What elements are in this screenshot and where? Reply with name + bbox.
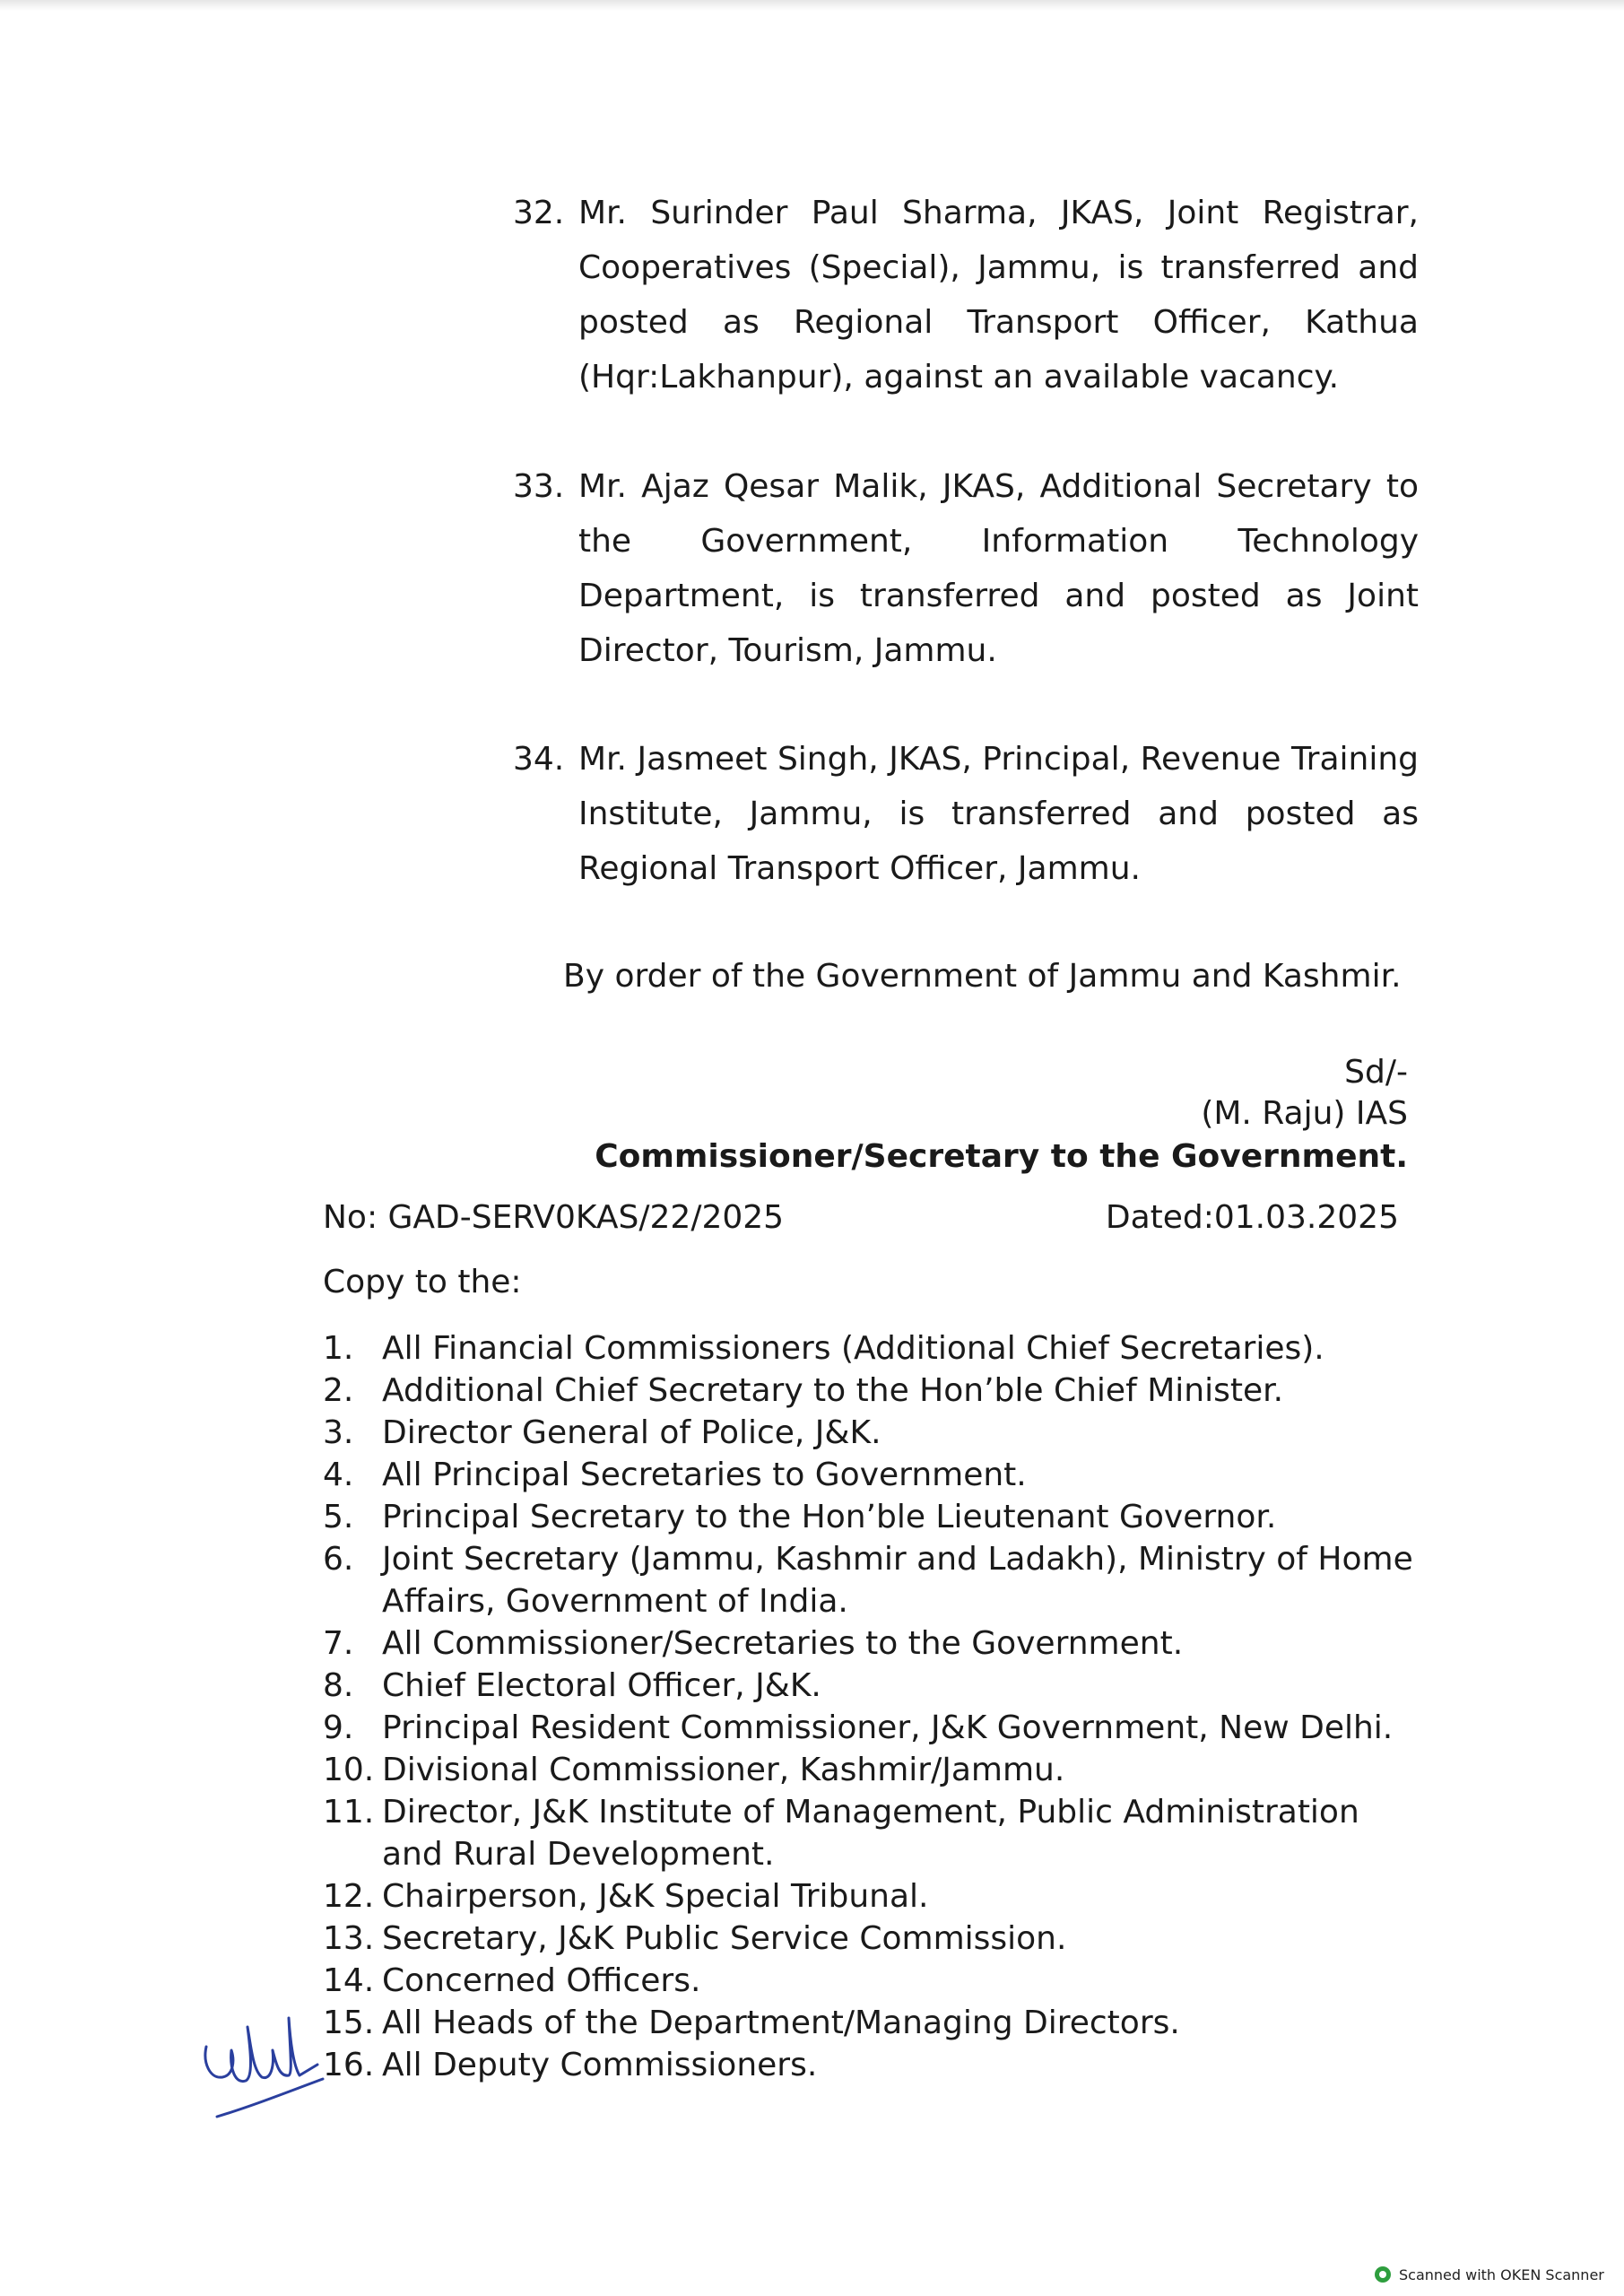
list-item-number: 6.: [323, 1541, 354, 1578]
list-item-number: 8.: [323, 1667, 354, 1704]
list-item-number: 5.: [323, 1499, 354, 1535]
list-item-text: Joint Secretary (Jammu, Kashmir and Ladakh), Ministry of Home Affairs, Government of India.: [382, 1541, 1413, 1620]
list-item: [323, 2002, 1426, 2044]
list-item-text: Director, J&K Institute of Management, Public Administration and Rural Development.: [382, 1794, 1359, 1873]
list-item: [323, 1496, 1426, 1538]
signatory-title: Commissioner/Secretary to the Government.: [595, 1138, 1408, 1175]
list-item: [323, 1538, 1426, 1622]
item-number: 34.: [513, 741, 565, 778]
list-item-text: Secretary, J&K Public Service Commission.: [382, 1920, 1067, 1957]
list-item-number: 1.: [323, 1330, 354, 1367]
handwritten-signature-icon: [199, 1991, 334, 2152]
list-item-number: 4.: [323, 1457, 354, 1493]
scanner-watermark-text: Scanned with OKEN Scanner: [1399, 2266, 1604, 2283]
item-text: Mr. Ajaz Qesar Malik, JKAS, Additional Secretary to the Government, Information Technology Department, is transferred and posted as Joint Director, Tourism, Jammu.: [578, 468, 1419, 669]
list-item-number: 9.: [323, 1709, 354, 1746]
list-item-text: Additional Chief Secretary to the Hon’ble Chief Minister.: [382, 1372, 1284, 1409]
list-item-number: 13.: [323, 1920, 375, 1957]
list-item-text: Chief Electoral Officer, J&K.: [382, 1667, 821, 1704]
list-item: [323, 1707, 1426, 1749]
item-number: 32.: [513, 195, 565, 231]
list-item: [323, 1622, 1426, 1665]
order-line: By order of the Government of Jammu and Kashmir.: [563, 958, 1402, 995]
list-item-text: Principal Secretary to the Hon’ble Lieutenant Governor.: [382, 1499, 1277, 1535]
list-item-text: Divisional Commissioner, Kashmir/Jammu.: [382, 1752, 1065, 1788]
list-item: [323, 1791, 1426, 1875]
list-item-text: Principal Resident Commissioner, J&K Government, New Delhi.: [382, 1709, 1394, 1746]
list-item: [323, 1454, 1426, 1496]
list-item: [323, 2044, 1426, 2086]
list-item-text: Concerned Officers.: [382, 1962, 701, 1999]
order-item-34: [513, 732, 1419, 896]
list-item-number: 7.: [323, 1625, 354, 1662]
list-item: [323, 1960, 1426, 2002]
list-item: [323, 1412, 1426, 1454]
list-item-number: 3.: [323, 1414, 354, 1451]
list-item-number: 14.: [323, 1962, 375, 1999]
order-item-32: [513, 186, 1419, 404]
list-item-text: Director General of Police, J&K.: [382, 1414, 881, 1451]
list-item-number: 10.: [323, 1752, 375, 1788]
scan-top-edge: [0, 0, 1624, 11]
list-item: [323, 1327, 1426, 1370]
copy-to-heading: Copy to the:: [323, 1264, 522, 1300]
list-item-text: All Principal Secretaries to Government.: [382, 1457, 1027, 1493]
copy-to-list: [323, 1327, 1426, 2086]
list-item-text: All Heads of the Department/Managing Directors.: [382, 2005, 1180, 2041]
list-item-text: Chairperson, J&K Special Tribunal.: [382, 1878, 929, 1915]
list-item-number: 16.: [323, 2047, 375, 2083]
signatory-name: (M. Raju) IAS: [1201, 1095, 1408, 1132]
order-item-33: [513, 459, 1419, 678]
item-number: 33.: [513, 468, 565, 505]
list-item-number: 12.: [323, 1878, 375, 1915]
list-item: [323, 1918, 1426, 1960]
oken-scanner-logo-icon: [1374, 2266, 1392, 2283]
reference-number: No: GAD-SERV0KAS/22/2025: [323, 1199, 785, 1236]
list-item: [323, 1875, 1426, 1918]
list-item-number: 2.: [323, 1372, 354, 1409]
item-text: Mr. Surinder Paul Sharma, JKAS, Joint Registrar, Cooperatives (Special), Jammu, is transferred and posted as Regional Transport Officer, Kathua (Hqr:Lakhanpur), against an available vacancy.: [578, 195, 1419, 396]
list-item: [323, 1749, 1426, 1791]
list-item-text: All Commissioner/Secretaries to the Government.: [382, 1625, 1184, 1662]
signatory-sd: Sd/-: [1344, 1054, 1408, 1091]
list-item-text: All Financial Commissioners (Additional Chief Secretaries).: [382, 1330, 1324, 1367]
reference-date: Dated:01.03.2025: [1105, 1199, 1399, 1236]
list-item: [323, 1665, 1426, 1707]
list-item-number: 15.: [323, 2005, 375, 2041]
item-text: Mr. Jasmeet Singh, JKAS, Principal, Revenue Training Institute, Jammu, is transferred and posted as Regional Transport Officer, Jammu.: [578, 741, 1419, 887]
list-item-number: 11.: [323, 1794, 375, 1831]
list-item: [323, 1370, 1426, 1412]
list-item-text: All Deputy Commissioners.: [382, 2047, 818, 2083]
scanner-watermark: [1374, 2264, 1604, 2285]
